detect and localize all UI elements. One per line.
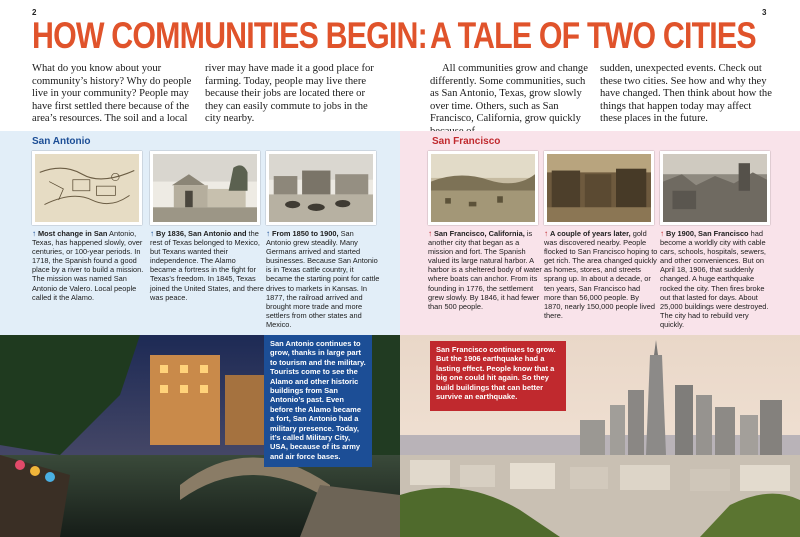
page-number-right: 3 [762, 8, 767, 17]
san-francisco-caption-1: ↑ San Francisco, California, is another city that began as a mission and fort. The Spanish valued its large natural harbor. A harbor is a sheltered body of water where boats can anchor. From its founding in 1776, the settlement grew slowly. By 1846, it had fewer than 500 people. [428, 229, 542, 311]
old-map-image [32, 151, 142, 225]
alamo-engraving-image [150, 151, 260, 225]
gold-rush-street-image [544, 151, 654, 225]
harbor-photo-image [428, 151, 538, 225]
page-number-left: 2 [32, 8, 37, 17]
san-antonio-callout: San Antonio continues to grow, thanks in large part to tourism and the military. Tourists come to see the Alamo and other historic buildings from San Antonio’s past. Even before the Alamo became a fort, San Antonio had a military presence. Today, it’s called Military City, USA, because of its army and air force bases. [264, 335, 372, 467]
intro-column-1: What do you know about your community’s history? Why do people live in your community? People may have first settled there because of the area’s resources. The soil and a local [32, 63, 192, 124]
page-title-left: HOW COMMUNITIES BEGIN: [32, 15, 427, 56]
intro-column-3: All communities grow and change differently. Some communities, such as San Antonio, Texas, grow slowly over time. Others, such as San Francisco, California, grow quickly [430, 63, 588, 124]
san-antonio-caption-1: ↑ Most change in San Antonio, Texas, has happened slowly, over centuries, or 100-year periods. In 1718, the Spanish found a good place by a river to build a mission. The mission was named San Antonio de Valero. Local people called it the Alamo. [32, 229, 144, 302]
up-arrow-icon: ↑ [544, 229, 548, 238]
san-antonio-caption-2: ↑ By 1836, San Antonio and the rest of Texas belonged to Mexico, but Texans wanted their independence. The Alamo became a fortress in the fight for Texas’s freedom. In 1845, Texas joined the United States, and there was peace. [150, 229, 264, 302]
san-francisco-caption-2: ↑ A couple of years later, gold was discovered nearby. People flocked to San Francisco hoping to get rich. The area changed quickly as homes, stores, and streets sprang up. In about a decade, or ten years, San Francisco had more than 56,000 people. By 1870, nearly 150,000 people lived there. [544, 229, 658, 320]
up-arrow-icon: ↑ [150, 229, 154, 238]
san-antonio-panel [0, 131, 400, 335]
up-arrow-icon: ↑ [660, 229, 664, 238]
san-antonio-label: San Antonio [32, 136, 91, 147]
up-arrow-icon: ↑ [266, 229, 270, 238]
san-francisco-label: San Francisco [432, 136, 501, 147]
up-arrow-icon: ↑ [428, 229, 432, 238]
intro-column-2: river may have made it a good place for farming. Today, people may live there because their jobs are located there or they can easily commute to jobs in the city nearby. [205, 63, 374, 124]
san-antonio-caption-3: ↑ From 1850 to 1900, San Antonio grew steadily. Many Germans arrived and started businesses. Because San Antonio is in Texas cattle country, it became the starting point for cattle drives to markets in Kansas. In 1877, the railroad arrived and brought more trade and more settlers from other states and Mexico. [266, 229, 380, 329]
earthquake-ruins-image [660, 151, 770, 225]
san-francisco-caption-3: ↑ By 1900, San Francisco had become a worldly city with cable cars, schools, hospitals, sewers, and other conveniences. But on April 18, 1906, that suddenly changed. A huge earthquake rocked the city. Then fires broke out that lasted for days. About 25,000 buildings were destroyed. The city had to rebuild very quickly. [660, 229, 769, 329]
san-francisco-panel [400, 131, 800, 335]
page-title-right: A TALE OF TWO CITIES [430, 15, 756, 56]
up-arrow-icon: ↑ [32, 229, 36, 238]
intro-column-4: sudden, unexpected events. Check out these two cities. See how and why they have changed. Then think about how the things that happen today may affect these places in the future. [600, 63, 772, 124]
cattle-town-image [266, 151, 376, 225]
san-francisco-callout: San Francisco continues to grow. But the 1906 earthquake had a lasting effect. People know that a big one could hit again. So they build buildings that can better survive an earthquake. [430, 341, 566, 411]
